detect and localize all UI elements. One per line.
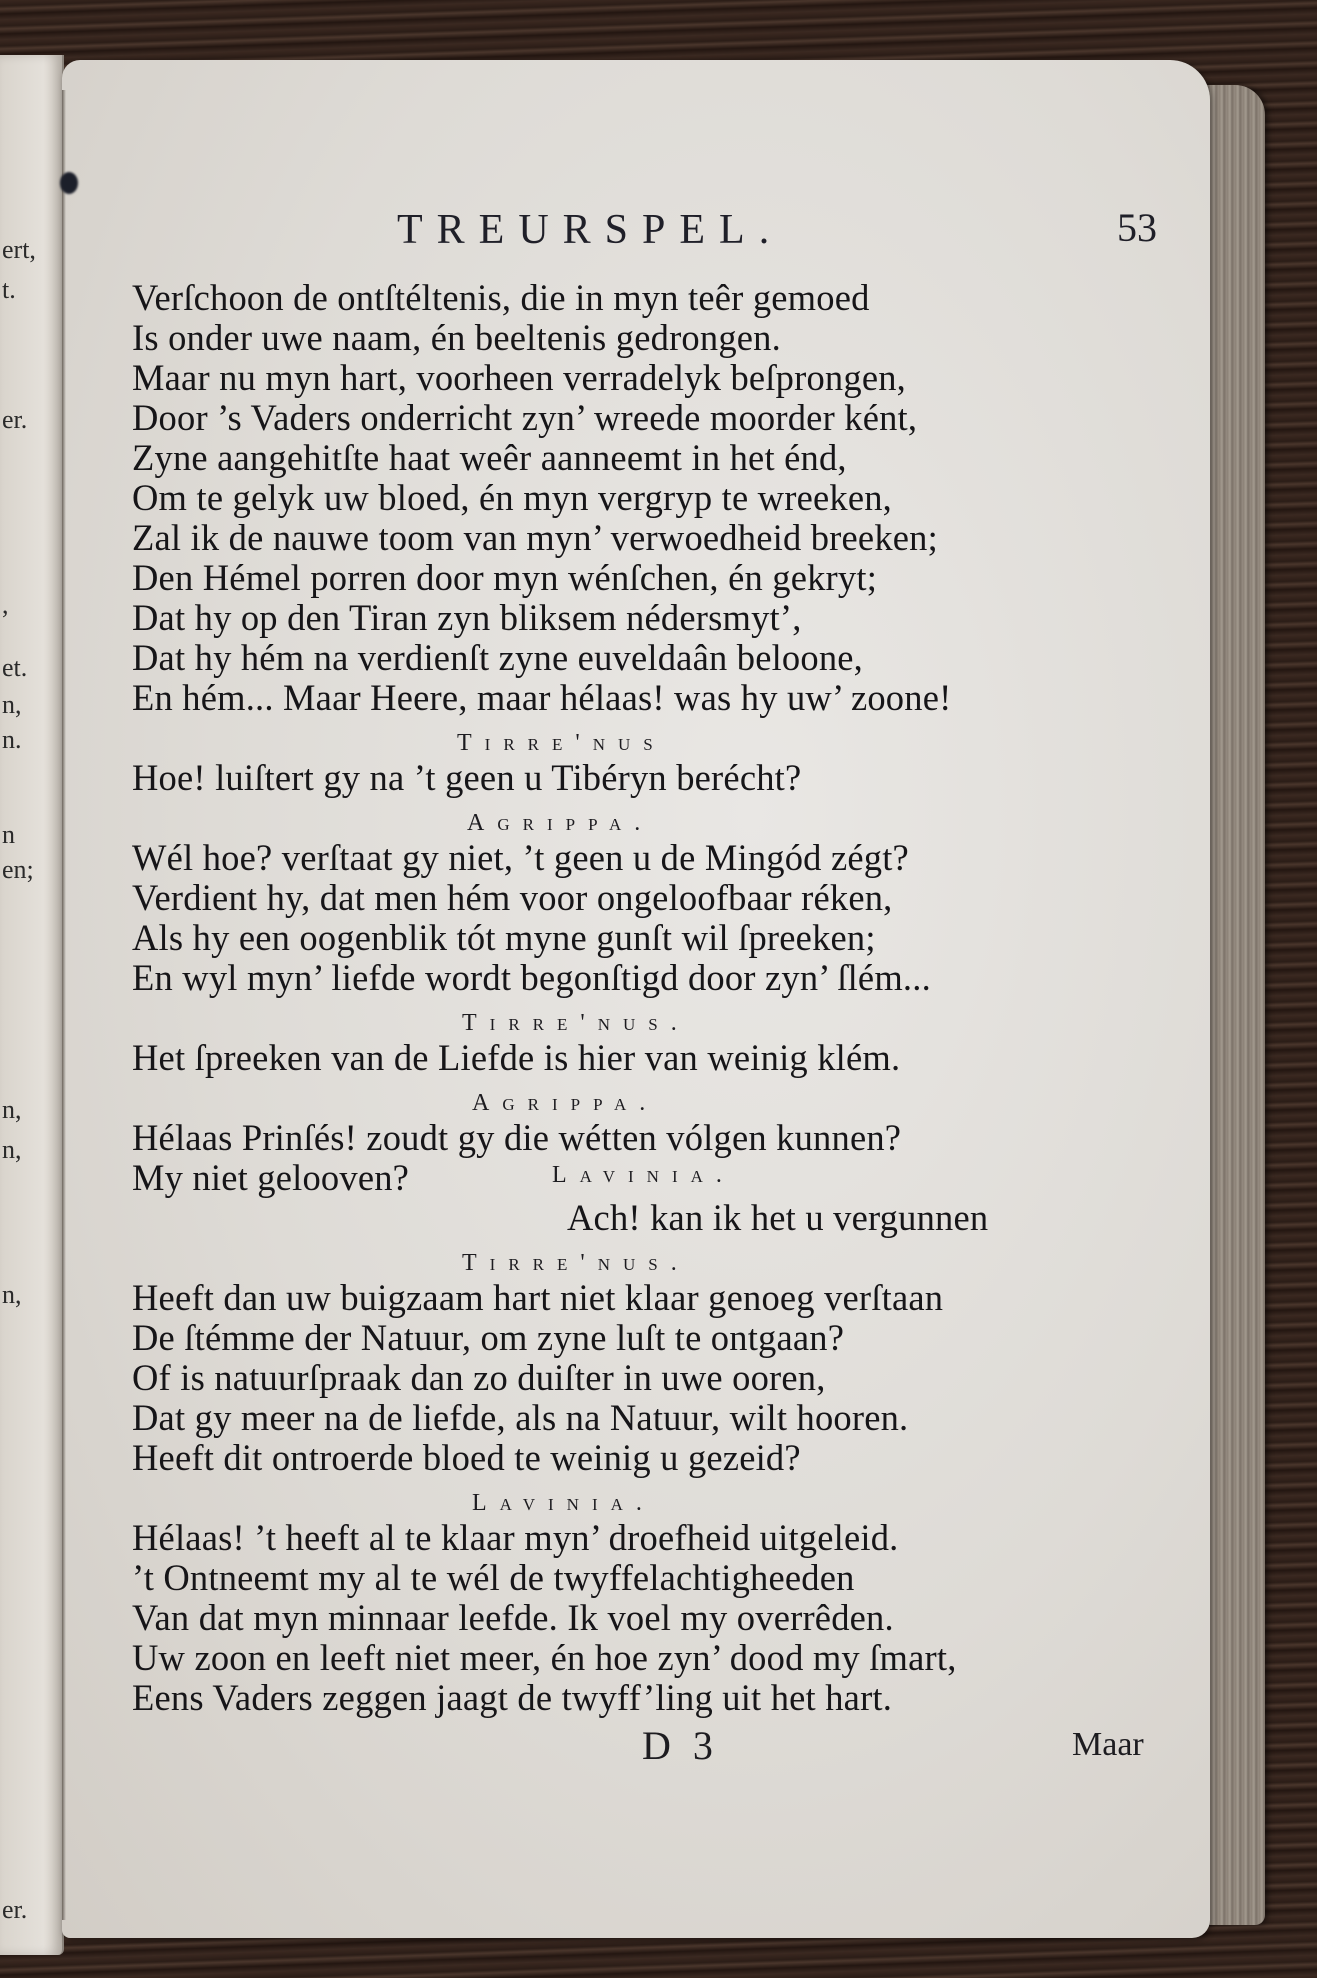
verse-line: Van dat myn minnaar leefde. Ik voel my overrêden.	[132, 1597, 894, 1638]
verse-line: Wél hoe? verſtaat gy niet, ’t geen u de Mingód zégt?	[132, 837, 909, 878]
verse-line: Dat hy hém na verdienſt zyne euveldaân beloone,	[132, 637, 864, 678]
facing-page-fragment: n,	[2, 1280, 22, 1309]
facing-page-fragment: er.	[2, 1895, 28, 1924]
facing-page-fragment: n.	[2, 725, 22, 754]
verse-line: En hém... Maar Heere, maar hélaas! was hy uw’ zoone!	[132, 677, 952, 718]
facing-page-fragment: n,	[2, 1135, 22, 1164]
facing-page-fragment: er.	[2, 405, 28, 434]
verse-line: Hoe! luiſtert gy na ’t geen u Tibéryn berécht?	[132, 757, 802, 798]
verse-line: Dat gy meer na de liefde, als na Natuur, wilt hooren.	[132, 1397, 909, 1438]
verse-line: Als hy een oogenblik tót myne gunſt wil ſpreeken;	[132, 917, 876, 958]
gutter-line	[62, 90, 66, 1920]
speaker-heading: Lavinia.	[472, 1490, 655, 1516]
verse-line: En wyl myn’ liefde wordt begonſtigd door zyn’ ſlém...	[132, 957, 931, 998]
verse-line: De ſtémme der Natuur, om zyne luſt te ontgaan?	[132, 1317, 845, 1358]
verse-line: Heeft dan uw buigzaam hart niet klaar genoeg verſtaan	[132, 1277, 944, 1318]
verse-line: Het ſpreeken van de Liefde is hier van weinig klém.	[132, 1037, 901, 1078]
verse-line: Verſchoon de ontſtéltenis, die in myn teêr gemoed	[132, 277, 870, 318]
facing-page-fragment: et.	[2, 653, 28, 682]
page-header	[132, 200, 1157, 256]
page-number: 53	[1117, 205, 1157, 250]
verse-line: My niet gelooven?	[132, 1157, 410, 1198]
facing-page-fragment: ,	[2, 590, 9, 619]
speaker-heading: Tirre'nus.	[462, 1250, 690, 1276]
facing-page-fragment: en;	[2, 855, 34, 884]
speaker-heading: Agrippa.	[467, 810, 654, 836]
verse-line: Zyne aangehitſte haat weêr aanneemt in het énd,	[132, 437, 847, 478]
speaker-heading: Tirre'nus	[457, 730, 666, 756]
verse-line: Maar nu myn hart, voorheen verradelyk beſprongen,	[132, 357, 907, 398]
facing-page-fragment: n,	[2, 1095, 22, 1124]
facing-page-edge	[0, 55, 64, 1955]
facing-page-fragment: n	[2, 820, 15, 849]
signature-mark: D 3	[642, 1723, 719, 1768]
verse-line: Uw zoon en leeft niet meer, én hoe zyn’ dood my ſmart,	[132, 1637, 957, 1678]
verse-line: Hélaas Prinſés! zoudt gy die wétten vólgen kunnen?	[132, 1117, 902, 1158]
verse-line: Heeft dit ontroerde bloed te weinig u gezeid?	[132, 1437, 801, 1478]
book-page	[62, 60, 1210, 1938]
facing-page-fragment: t.	[2, 275, 16, 304]
verse-line: Hélaas! ’t heeft al te klaar myn’ droefheid uitgeleid.	[132, 1517, 899, 1558]
facing-page-fragment: n,	[2, 690, 22, 719]
verse-line: Eens Vaders zeggen jaagt de twyff’ling uit het hart.	[132, 1677, 893, 1718]
verse-line: Door ’s Vaders onderricht zyn’ wreede moorder ként,	[132, 397, 918, 438]
verse-line: Is onder uwe naam, én beeltenis gedrongen.	[132, 317, 781, 358]
speaker-heading: Tirre'nus.	[462, 1010, 690, 1036]
speaker-heading-inline: Lavinia.	[552, 1162, 735, 1188]
speaker-heading: Agrippa.	[472, 1090, 659, 1116]
verse-line: Zal ik de nauwe toom van myn’ verwoedheid breeken;	[132, 517, 938, 558]
ink-stain	[60, 172, 78, 194]
catchword: Maar	[1072, 1726, 1144, 1763]
verse-line: Verdient hy, dat men hém voor ongeloofbaar réken,	[132, 877, 893, 918]
verse-line: Om te gelyk uw bloed, én myn vergryp te wreeken,	[132, 477, 893, 518]
verse-line: ’t Ontneemt my al te wél de twyffelachtigheeden	[132, 1557, 855, 1598]
verse-line-indented: Ach! kan ik het u vergunnen	[567, 1197, 989, 1238]
running-title: TREURSPEL.	[397, 207, 784, 253]
verse-line: Den Hémel porren door myn wénſchen, én gekryt;	[132, 557, 878, 598]
facing-page-fragment: ert,	[2, 235, 36, 264]
verse-line: Of is natuurſpraak dan zo duiſter in uwe ooren,	[132, 1357, 826, 1398]
verse-line: Dat hy op den Tiran zyn bliksem nédersmyt’,	[132, 597, 802, 638]
